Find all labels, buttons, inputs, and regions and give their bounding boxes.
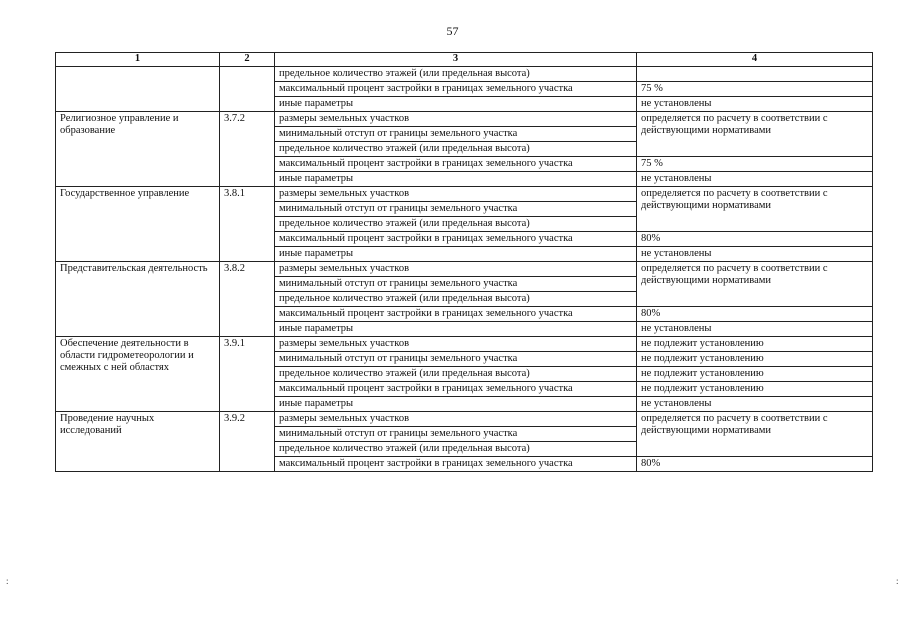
value-cell: 80%: [637, 232, 873, 247]
value-cell: не установлены: [637, 397, 873, 412]
use-name-cell: [56, 67, 220, 112]
param-cell: размеры земельных участков: [275, 187, 637, 202]
param-cell: иные параметры: [275, 322, 637, 337]
param-cell: размеры земельных участков: [275, 412, 637, 427]
param-cell: минимальный отступ от границы земельного участка: [275, 277, 637, 292]
value-cell: не подлежит установлению: [637, 337, 873, 352]
table-row: [56, 337, 873, 352]
use-name-cell: Проведение научных исследований: [56, 412, 220, 472]
column-header: 2: [220, 53, 275, 67]
margin-mark-left: :: [6, 576, 9, 586]
param-cell: предельное количество этажей (или предельная высота): [275, 67, 637, 82]
value-cell: не установлены: [637, 247, 873, 262]
param-cell: размеры земельных участков: [275, 337, 637, 352]
table-row: [56, 187, 873, 202]
value-cell: определяется по расчету в соответствии с действующими нормативами: [637, 187, 873, 232]
table-header-row: [56, 53, 873, 67]
column-header: 1: [56, 53, 220, 67]
value-cell: не установлены: [637, 322, 873, 337]
use-name-cell: Государственное управление: [56, 187, 220, 262]
use-name-cell: Религиозное управление и образование: [56, 112, 220, 187]
param-cell: минимальный отступ от границы земельного участка: [275, 127, 637, 142]
param-cell: максимальный процент застройки в границах земельного участка: [275, 457, 637, 472]
param-cell: минимальный отступ от границы земельного участка: [275, 202, 637, 217]
value-cell: [637, 67, 873, 82]
param-cell: иные параметры: [275, 97, 637, 112]
param-cell: предельное количество этажей (или предельная высота): [275, 292, 637, 307]
value-cell: не установлены: [637, 97, 873, 112]
value-cell: не подлежит установлению: [637, 367, 873, 382]
value-cell: определяется по расчету в соответствии с действующими нормативами: [637, 412, 873, 457]
table-row: [56, 262, 873, 277]
table-row: [56, 67, 873, 82]
value-cell: 75 %: [637, 157, 873, 172]
use-code-cell: 3.8.1: [220, 187, 275, 262]
value-cell: 75 %: [637, 82, 873, 97]
value-cell: не подлежит установлению: [637, 382, 873, 397]
value-cell: определяется по расчету в соответствии с действующими нормативами: [637, 112, 873, 157]
table-row: [56, 412, 873, 427]
use-code-cell: 3.8.2: [220, 262, 275, 337]
param-cell: минимальный отступ от границы земельного участка: [275, 352, 637, 367]
column-header: 4: [637, 53, 873, 67]
use-code-cell: [220, 67, 275, 112]
margin-mark-right: :: [896, 576, 899, 586]
param-cell: иные параметры: [275, 247, 637, 262]
param-cell: предельное количество этажей (или предельная высота): [275, 142, 637, 157]
value-cell: 80%: [637, 457, 873, 472]
param-cell: предельное количество этажей (или предельная высота): [275, 442, 637, 457]
use-code-cell: 3.9.2: [220, 412, 275, 472]
param-cell: максимальный процент застройки в границах земельного участка: [275, 157, 637, 172]
param-cell: максимальный процент застройки в границах земельного участка: [275, 232, 637, 247]
page-number: 57: [446, 24, 459, 38]
param-cell: предельное количество этажей (или предельная высота): [275, 217, 637, 232]
value-cell: определяется по расчету в соответствии с действующими нормативами: [637, 262, 873, 307]
value-cell: не установлены: [637, 172, 873, 187]
param-cell: максимальный процент застройки в границах земельного участка: [275, 82, 637, 97]
param-cell: размеры земельных участков: [275, 262, 637, 277]
use-name-cell: Представительская деятельность: [56, 262, 220, 337]
param-cell: предельное количество этажей (или предельная высота): [275, 367, 637, 382]
param-cell: максимальный процент застройки в границах земельного участка: [275, 307, 637, 322]
param-cell: размеры земельных участков: [275, 112, 637, 127]
use-code-cell: 3.9.1: [220, 337, 275, 412]
table-row: [56, 112, 873, 127]
column-header: 3: [275, 53, 637, 67]
param-cell: иные параметры: [275, 172, 637, 187]
use-name-cell: Обеспечение деятельности в области гидрометеорологии и смежных с ней областях: [56, 337, 220, 412]
param-cell: максимальный процент застройки в границах земельного участка: [275, 382, 637, 397]
param-cell: минимальный отступ от границы земельного участка: [275, 427, 637, 442]
value-cell: 80%: [637, 307, 873, 322]
param-cell: иные параметры: [275, 397, 637, 412]
regulations-table: [55, 52, 873, 472]
use-code-cell: 3.7.2: [220, 112, 275, 187]
value-cell: не подлежит установлению: [637, 352, 873, 367]
